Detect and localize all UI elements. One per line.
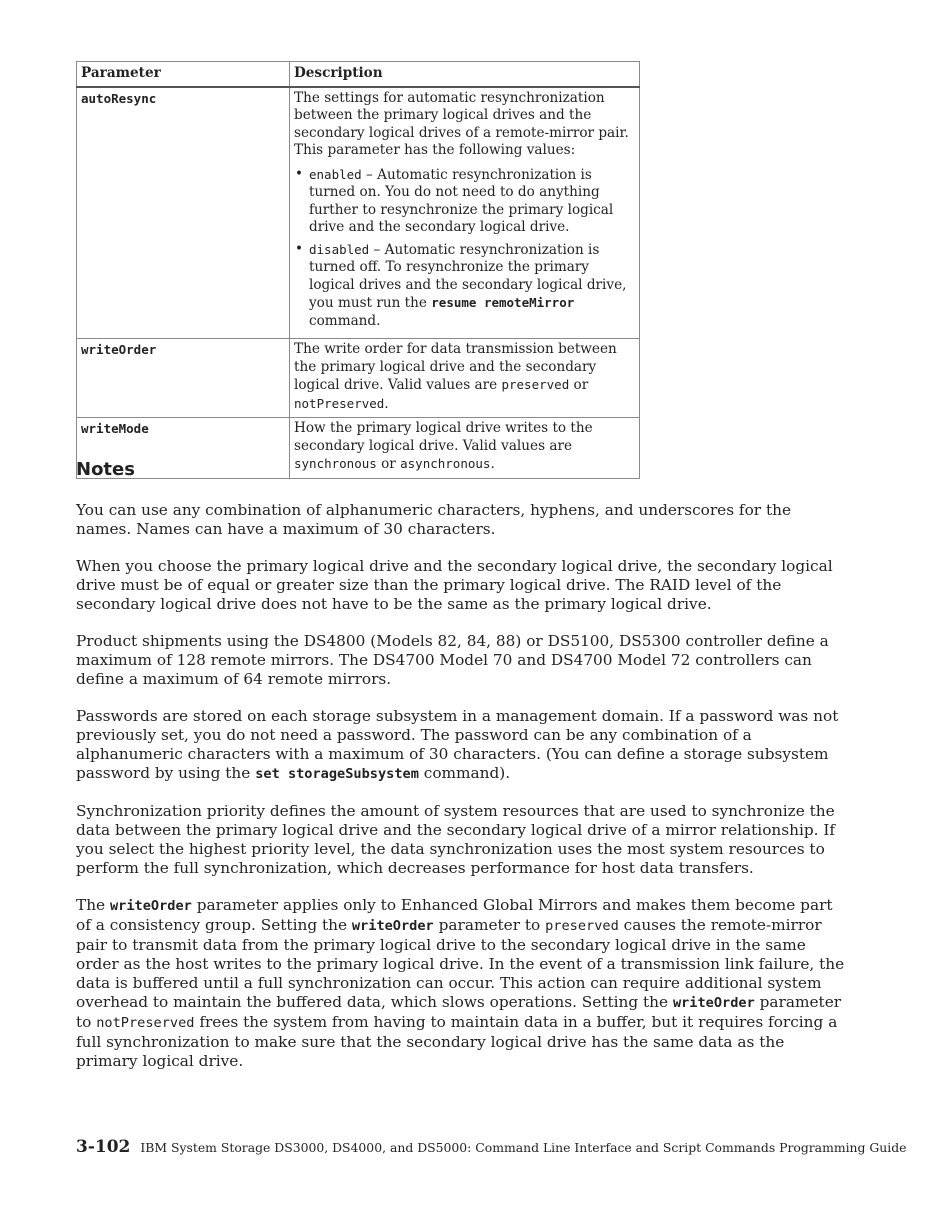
param-name: writeOrder bbox=[77, 339, 290, 418]
param-description bbox=[290, 339, 640, 418]
header-parameter: Parameter bbox=[77, 62, 290, 87]
param-code: writeOrder bbox=[109, 898, 192, 914]
param-code: writeOrder bbox=[672, 995, 755, 1011]
paragraph-text: parameter to bbox=[433, 916, 546, 934]
list-item bbox=[294, 166, 635, 237]
header-description: Description bbox=[290, 62, 640, 87]
value-code: disabled bbox=[309, 241, 370, 257]
value-text-end: command. bbox=[309, 312, 381, 329]
table-row bbox=[77, 339, 640, 418]
footer-title: IBM System Storage DS3000, DS4000, and DS5000: Command Line Interface and Script Commands Programming Guide bbox=[140, 1140, 907, 1155]
param-code: writeOrder bbox=[351, 918, 434, 934]
description-text: . bbox=[490, 456, 495, 472]
notes-paragraph: Synchronization priority defines the amount of system resources that are used to synchronize the data between the primary logical drive and the secondary logical drive of a mirror relationship. If you select the highest priority level, the data synchronization uses the most system resources to perform the full synchronization, which decreases performance for host data transfers. bbox=[76, 802, 836, 877]
command-code: resume remoteMirror bbox=[431, 295, 575, 310]
paragraph-text: parameter to bbox=[76, 993, 842, 1031]
value-code: preserved bbox=[501, 377, 570, 392]
param-name: autoResync bbox=[77, 87, 290, 339]
description-text: The write order for data transmission between the primary logical drive and the secondary logical drive. Valid values are bbox=[294, 341, 617, 393]
list-item bbox=[294, 241, 635, 331]
value-list bbox=[294, 166, 635, 331]
description-text: How the primary logical drive writes to the secondary logical drive. Valid values are bbox=[294, 420, 593, 454]
value-text: – Automatic resynchronization is turned off. To resynchronize the primary logical drives and the secondary logical drive, you must run the bbox=[309, 241, 627, 311]
page-footer bbox=[76, 1137, 907, 1157]
notes-section bbox=[76, 501, 846, 1089]
notes-paragraph: You can use any combination of alphanumeric characters, hyphens, and underscores for the names. Names can have a maximum of 30 characters. bbox=[76, 501, 792, 538]
paragraph-text: Passwords are stored on each storage subsystem in a management domain. If a password was not previously set, you do not need a password. The password can be any combination of a alphanumeric characters with a maximum of 30 characters. (You can define a storage subsystem password by using the bbox=[76, 707, 839, 782]
notes-paragraph: Product shipments using the DS4800 (Models 82, 84, 88) or DS5100, DS5300 controller define a maximum of 128 remote mirrors. The DS4700 Model 70 and DS4700 Model 72 controllers can define a maximum of 64 remote mirrors. bbox=[76, 632, 829, 688]
table-row bbox=[77, 87, 640, 339]
notes-paragraph bbox=[76, 896, 846, 1071]
table-header-row bbox=[77, 62, 640, 87]
notes-paragraph bbox=[76, 707, 846, 784]
paragraph-text: parameter applies only to Enhanced Global Mirrors and makes them become part of a consistency group. Setting the bbox=[76, 896, 833, 934]
notes-paragraph: When you choose the primary logical drive and the secondary logical drive, the secondary logical drive must be of equal or greater size than the primary logical drive. The RAID level of the secondary logical drive does not have to be the same as the primary logical drive. bbox=[76, 557, 833, 613]
command-code: set storageSubsystem bbox=[255, 766, 419, 782]
description-text: or bbox=[569, 377, 589, 393]
description-text: The settings for automatic resynchronization between the primary logical drives and the secondary logical drives of a remote-mirror pair. This parameter has the following values: bbox=[294, 89, 629, 158]
value-code: asynchronous bbox=[400, 456, 491, 471]
page-number: 3-102 bbox=[76, 1137, 131, 1157]
value-text: – Automatic resynchronization is turned on. You do not need to do anything further to resynchronize the primary logical drive and the secondary logical drive. bbox=[309, 166, 614, 235]
notes-heading: Notes bbox=[76, 459, 135, 480]
paragraph-text: frees the system from having to maintain data in a buffer, but it requires forcing a full synchronization to make sure that the secondary logical drive has the same data as the primary logical drive. bbox=[76, 1013, 838, 1070]
paragraph-text: command). bbox=[418, 764, 511, 782]
value-code: preserved bbox=[545, 918, 619, 934]
param-description bbox=[290, 418, 640, 479]
value-code: enabled bbox=[309, 166, 362, 182]
value-code: synchronous bbox=[294, 456, 377, 471]
description-text: . bbox=[384, 395, 389, 412]
param-name: writeMode bbox=[77, 418, 290, 479]
paragraph-text: The bbox=[76, 896, 110, 914]
value-code: notPreserved bbox=[96, 1015, 195, 1031]
param-description bbox=[290, 87, 640, 339]
value-code: notPreserved bbox=[294, 395, 385, 411]
parameter-table bbox=[76, 61, 640, 479]
table-row bbox=[77, 418, 640, 479]
description-text: or bbox=[376, 456, 401, 472]
paragraph-text: causes the remote-mirror pair to transmit data from the primary logical drive to the secondary logical drive in the same order as the host writes to the primary logical drive. In the event of a transmission link failure, the data is buffered until a full synchronization can occur. This action can require additional system overhead to maintain the buffered data, which slows operations. Setting the bbox=[76, 916, 845, 1011]
